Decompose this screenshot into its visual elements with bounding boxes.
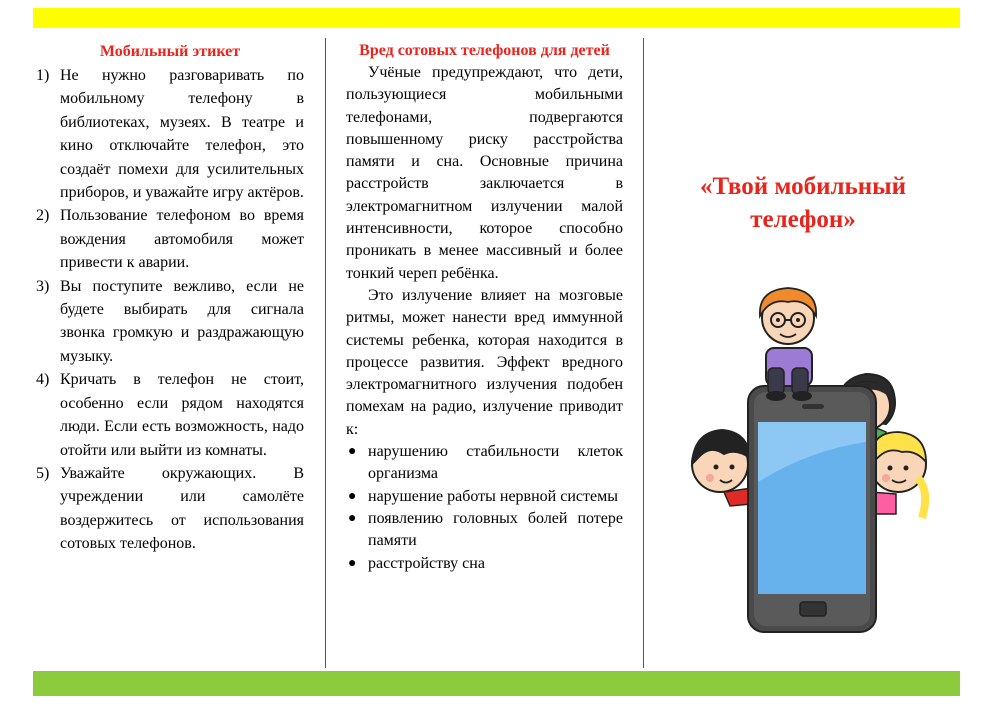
list-item: ● появлению головных болей потере памяти <box>348 509 623 550</box>
etiquette-rules-list <box>36 64 304 556</box>
harm-title: Вред сотовых телефонов для детей <box>359 42 610 59</box>
brochure-title: «Твой мобильный телефон» <box>699 173 907 233</box>
etiquette-title: Мобильный этикет <box>99 43 241 60</box>
list-item: ● нарушению стабильности клеток организма <box>348 443 623 483</box>
column-divider <box>643 38 644 668</box>
top-color-bar <box>33 8 960 28</box>
harm-paragraph: Учёные предупреждают, что дети, пользующиеся мобильными телефонами, подвергаются повышенному риску расстройства памяти и сна. Основные причина расстройств заключается в электромагнитном излучении малой интенсивности, которое способно проникать в менее массивный и более тонкий череп ребёнка. <box>346 64 623 282</box>
column-divider <box>325 38 326 668</box>
list-item: ● расстройству сна <box>346 553 623 575</box>
list-item: ● нарушение работы нервной системы <box>346 486 623 508</box>
column-etiquette <box>36 40 304 556</box>
list-item: 1) Не нужно разговаривать по мобильному телефону в библиотеках, музеях. В театре и кино отключайте телефон, это создаёт помехи для усилительных приборов, и уважайте игру актёров. <box>36 67 304 202</box>
girl-right-icon <box>870 432 926 518</box>
girl-left-icon <box>692 430 752 506</box>
bullet-icon: ● <box>348 488 357 504</box>
smartphone-icon <box>748 386 876 632</box>
bottom-color-bar <box>33 671 960 696</box>
list-item: 3) Вы поступите вежливо, если не будете выбирать для сигнала звонка громкую и раздражающую музыку. <box>36 277 304 365</box>
bullet-icon: ● <box>348 510 357 526</box>
boy-glasses-icon <box>760 288 816 401</box>
phone-with-kids-illustration <box>690 282 930 642</box>
bullet-icon: ● <box>348 444 357 460</box>
column-harm <box>346 40 623 575</box>
list-item: 2) Пользование телефоном во время вождения автомобиля может привести к аварии. <box>36 207 304 272</box>
harm-paragraph: Это излучение влияет на мозговые ритмы, может нанести вред иммунной системы ребенка, которая находится в процессе развития. Эффект вредного электромагнитного излучения подобен помехам на радио, излучение приводит к: <box>346 286 623 438</box>
effects-list <box>346 441 623 575</box>
list-item: 5) Уважайте окружающих. В учреждении или самолёте воздержитесь от использования сотовых телефонов. <box>36 464 304 553</box>
list-item: 4) Кричать в телефон не стоит, особенно если рядом находятся люди. Если есть возможность, надо отойти или выйти из комнаты. <box>36 371 304 459</box>
bullet-icon: ● <box>348 555 357 571</box>
